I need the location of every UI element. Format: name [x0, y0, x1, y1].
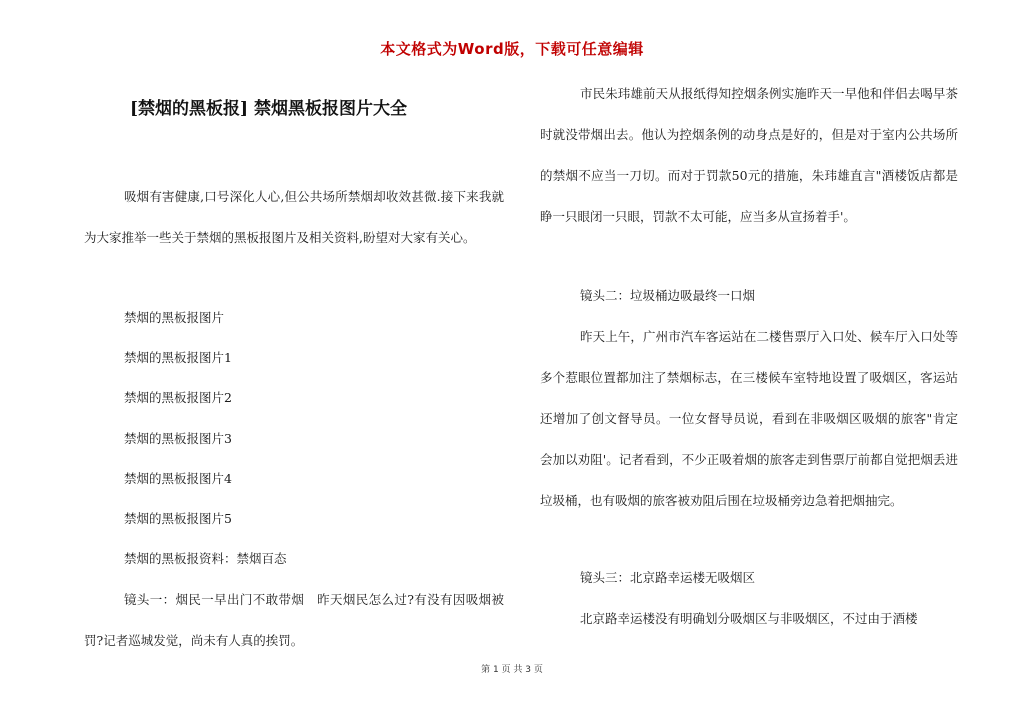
list-item: 禁烟的黑板报资料：禁烟百态	[124, 551, 287, 566]
list-item: 禁烟的黑板报图片3	[124, 431, 232, 446]
list-item: 禁烟的黑板报图片	[124, 310, 225, 325]
page-footer: 第 1 页 共 3 页	[481, 665, 543, 675]
shot-three-heading: 镜头三：北京路幸运楼无吸烟区	[580, 570, 756, 585]
intro-paragraph: 吸烟有害健康,口号深化人心,但公共场所禁烟却收效甚微.接下来我就为大家推举一些关于禁烟的黑板报图片及相关资料,盼望对大家有关心。	[84, 189, 504, 245]
resident-paragraph: 市民朱玮雄前天从报纸得知控烟条例实施昨天一早他和伴侣去喝早茶时就没带烟出去。他认为控烟条例的动身点是好的，但是对于室内公共场所的禁烟不应当一刀切。而对于罚款50元的措施，朱玮雄直言"酒楼饭店都是睁一只眼闭一只眼，罚款不太可能，应当多从宣扬着手'。	[540, 86, 958, 224]
shot-two-heading: 镜头二：垃圾桶边吸最终一口烟	[580, 288, 756, 303]
word-format-banner: 本文格式为Word版，下载可任意编辑	[380, 40, 644, 58]
list-item: 禁烟的黑板报图片4	[124, 471, 232, 486]
list-item: 禁烟的黑板报图片1	[124, 350, 232, 365]
list-item: 禁烟的黑板报图片2	[124, 390, 232, 405]
list-item: 禁烟的黑板报图片5	[124, 511, 232, 526]
restaurant-paragraph: 北京路幸运楼没有明确划分吸烟区与非吸烟区，不过由于酒楼	[580, 611, 918, 626]
shot-one-paragraph: 镜头一：烟民一早出门不敢带烟 昨天烟民怎么过?有没有因吸烟被罚?记者巡城发觉，尚未有人真的挨罚。	[84, 592, 504, 648]
document-title: [禁烟的黑板报] 禁烟黑板报图片大全	[130, 99, 408, 119]
bus-station-paragraph: 昨天上午，广州市汽车客运站在二楼售票厅入口处、候车厅入口处等多个惹眼位置都加注了禁烟标志，在三楼候车室特地设置了吸烟区，客运站还增加了创文督导员。一位女督导员说，看到在非吸烟区吸烟的旅客"肯定会加以劝阻'。记者看到，不少正吸着烟的旅客走到售票厅前都自觉把烟丢进垃圾桶，也有吸烟的旅客被劝阻后围在垃圾桶旁边急着把烟抽完。	[540, 329, 958, 508]
